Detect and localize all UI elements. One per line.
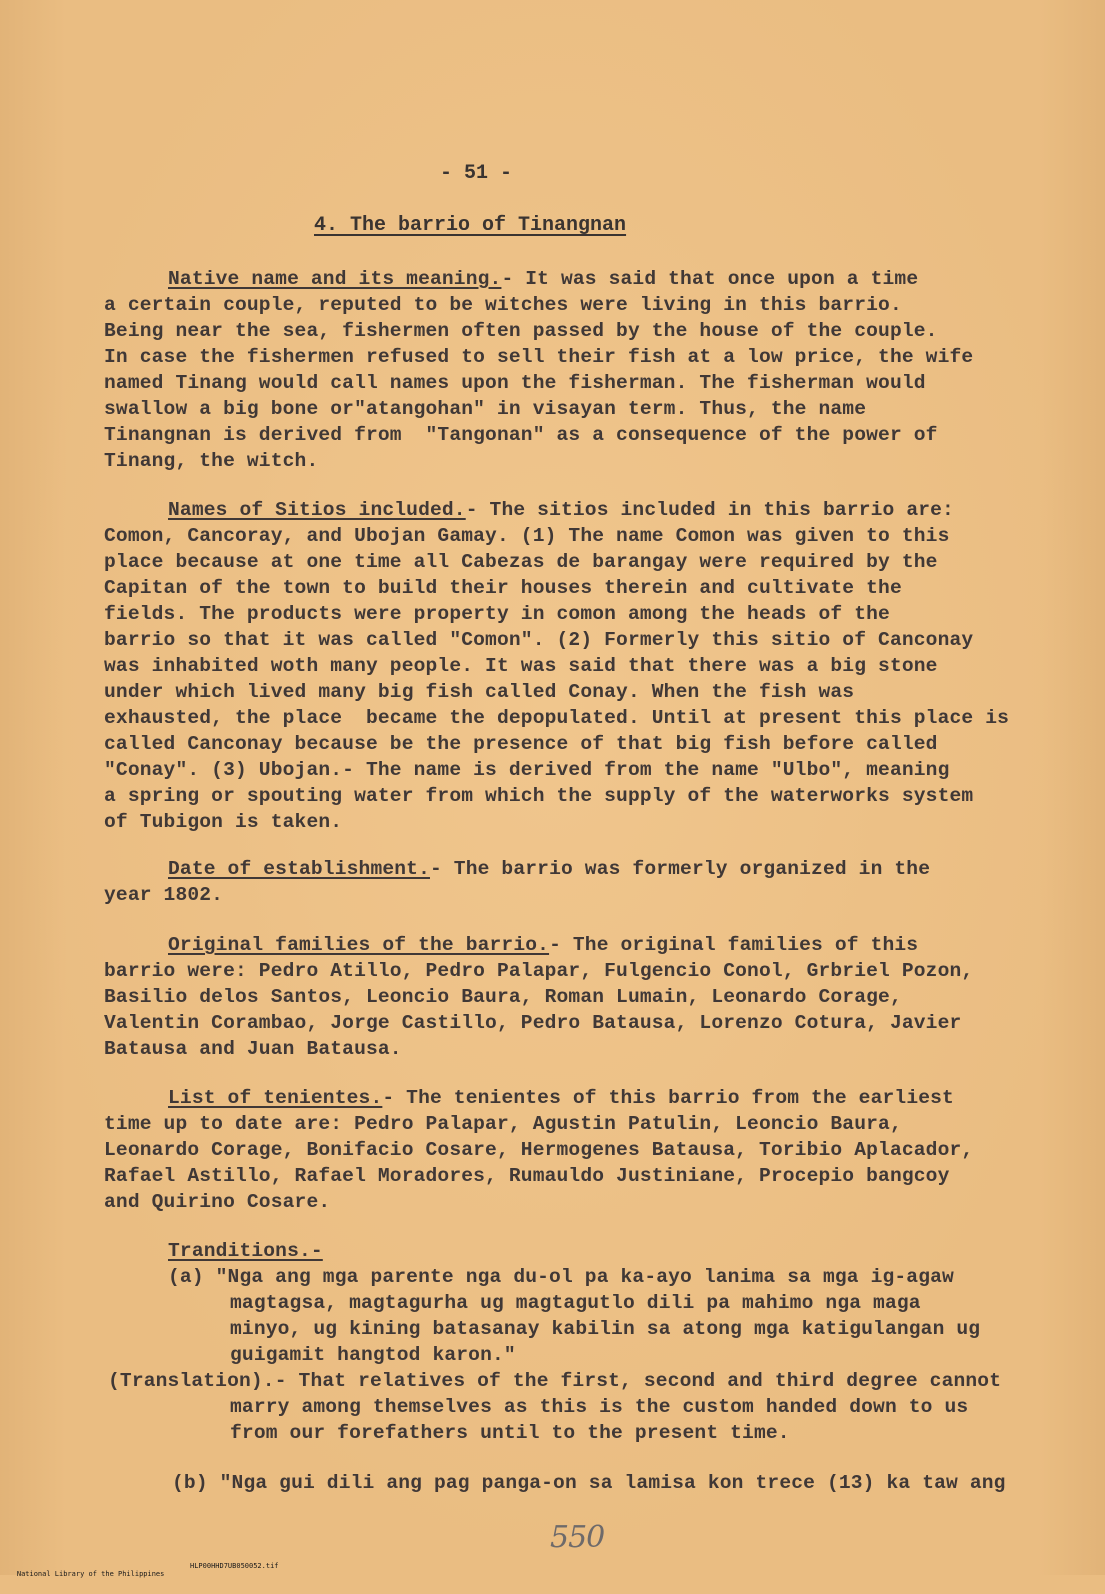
tenientes-first-line bbox=[168, 1085, 954, 1111]
families-line-3: Valentin Corambao, Jorge Castillo, Pedro Batausa, Lorenzo Cotura, Javier bbox=[104, 1012, 962, 1034]
sitios-line-6: was inhabited woth many people. It was said that there was a big stone bbox=[104, 655, 938, 677]
tradition-a-line-1: magtagsa, magtagurha ug magtagutlo dili pa mahimo nga maga bbox=[230, 1292, 921, 1314]
date-heading: Date of establishment. bbox=[168, 858, 430, 880]
families-line-1: barrio were: Pedro Atillo, Pedro Palapar, Fulgencio Conol, Grbriel Pozon, bbox=[104, 960, 974, 982]
native-line-0: - It was said that once upon a time bbox=[501, 268, 919, 290]
sitios-line-0: - The sitios included in this barrio are: bbox=[465, 499, 954, 521]
sitios-heading: Names of Sitios included. bbox=[168, 499, 466, 521]
tenientes-line-1: time up to date are: Pedro Palapar, Agustin Patulin, Leoncio Baura, bbox=[104, 1113, 902, 1135]
tenientes-line-0: - The tenientes of this barrio from the earliest bbox=[382, 1087, 954, 1109]
scan-footer bbox=[0, 1562, 279, 1594]
tenientes-line-3: Rafael Astillo, Rafael Moradores, Rumauldo Justiniane, Procepio bangcoy bbox=[104, 1165, 950, 1187]
page-number: - 51 - bbox=[440, 162, 513, 185]
sitios-line-2: place because at one time all Cabezas de barangay were required by the bbox=[104, 551, 938, 573]
translation-line-2: from our forefathers until to the present time. bbox=[230, 1422, 790, 1444]
handwritten-page-number: 550 bbox=[550, 1520, 605, 1555]
traditions-heading: Tranditions.- bbox=[168, 1240, 323, 1262]
sitios-line-4: fields. The products were property in comon among the heads of the bbox=[104, 603, 890, 625]
native-line-2: Being near the sea, fishermen often passed by the house of the couple. bbox=[104, 320, 938, 342]
families-heading: Original families of the barrio. bbox=[168, 934, 550, 956]
sitios-first-line bbox=[168, 497, 954, 523]
date-line-0: - The barrio was formerly organized in the bbox=[429, 858, 931, 880]
sitios-line-7: under which lived many big fish called Conay. When the fish was bbox=[104, 681, 855, 703]
sitios-line-8: exhausted, the place became the depopulated. Until at present this place is bbox=[104, 707, 1010, 729]
sitios-line-12: of Tubigon is taken. bbox=[104, 811, 343, 833]
native-line-1: a certain couple, reputed to be witches were living in this barrio. bbox=[104, 294, 902, 316]
native-line-6: Tinangnan is derived from "Tangonan" as a consequence of the power of bbox=[104, 424, 938, 446]
tenientes-line-4: and Quirino Cosare. bbox=[104, 1191, 331, 1213]
families-first-line bbox=[168, 932, 918, 958]
native-line-3: In case the fishermen refused to sell their fish at a low price, the wife bbox=[104, 346, 974, 368]
section-title: 4. The barrio of Tinangnan bbox=[314, 214, 627, 237]
translation-line-0: (Translation).- That relatives of the first, second and third degree cannot bbox=[108, 1370, 1002, 1392]
sitios-line-3: Capitan of the town to build their houses therein and cultivate the bbox=[104, 577, 902, 599]
tradition-a-line-2: minyo, ug kining batasanay kabilin sa atong mga katigulangan ug bbox=[230, 1318, 981, 1340]
sitios-line-1: Comon, Cancoray, and Ubojan Gamay. (1) The name Comon was given to this bbox=[104, 525, 950, 547]
tenientes-heading: List of tenientes. bbox=[168, 1087, 383, 1109]
date-first-line bbox=[168, 856, 930, 882]
sitios-line-11: a spring or spouting water from which the supply of the waterworks system bbox=[104, 785, 974, 807]
native-line-7: Tinang, the witch. bbox=[104, 450, 319, 472]
native-line-5: swallow a big bone or"atangohan" in visayan term. Thus, the name bbox=[104, 398, 867, 420]
families-line-4: Batausa and Juan Batausa. bbox=[104, 1038, 402, 1060]
footer-library: National Library of the Philippines bbox=[16, 1570, 165, 1578]
translation-line-1: marry among themselves as this is the custom handed down to us bbox=[230, 1396, 969, 1418]
tenientes-line-2: Leonardo Corage, Bonifacio Cosare, Hermogenes Batausa, Toribio Aplacador, bbox=[104, 1139, 974, 1161]
native-first-line bbox=[168, 266, 918, 292]
tradition-a-line-3: guigamit hangtod karon." bbox=[230, 1344, 516, 1366]
native-heading: Native name and its meaning. bbox=[168, 268, 502, 290]
sitios-line-5: barrio so that it was called "Comon". (2) Formerly this sitio of Canconay bbox=[104, 629, 974, 651]
sitios-line-10: "Conay". (3) Ubojan.- The name is derived from the name "Ulbo", meaning bbox=[104, 759, 950, 781]
footer-file-code: HLP00HHD7UB050052.tif bbox=[190, 1562, 279, 1570]
tradition-a-line-0: (a) "Nga ang mga parente nga du-ol pa ka-ayo lanima sa mga ig-agaw bbox=[168, 1266, 954, 1288]
sitios-line-9: called Canconay because be the presence of that big fish before called bbox=[104, 733, 938, 755]
tradition-b-line: (b) "Nga gui dili ang pag panga-on sa lamisa kon trece (13) ka taw ang bbox=[172, 1472, 1006, 1494]
date-line-1: year 1802. bbox=[104, 884, 224, 906]
families-line-2: Basilio delos Santos, Leoncio Baura, Roman Lumain, Leonardo Corage, bbox=[104, 986, 902, 1008]
families-line-0: - The original families of this bbox=[549, 934, 919, 956]
native-line-4: named Tinang would call names upon the fisherman. The fisherman would bbox=[104, 372, 926, 394]
